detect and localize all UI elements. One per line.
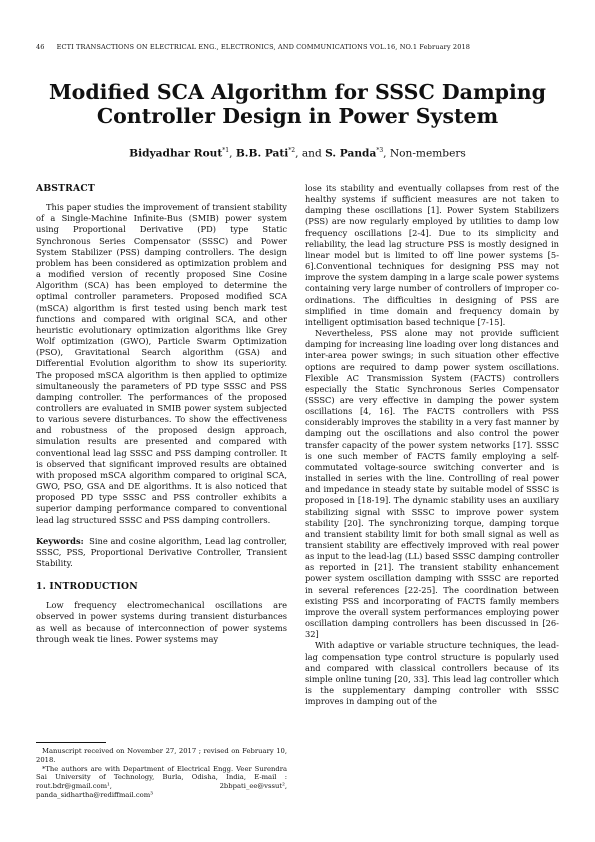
abstract-heading: ABSTRACT: [36, 183, 95, 194]
author-conjunction: , and: [295, 147, 326, 160]
page-number: 46: [36, 43, 45, 51]
footnote-received: Manuscript received on November 27, 2017 ; revised on February 10, 2018.: [36, 747, 287, 764]
intro-paragraph-1-continued: lose its stability and eventually collapses from rest of the healthy systems if sufficient measures are not taken to damping these oscillations [1]. Power System Stabilizers (PSS) are now regularly employed by utilities to damp low frequency oscillations [2-4]. Due to its simplicity and reliability, the lead lag structure PSS is mostly designed in linear model but is limited to off line power systems [5-6].Conventional techniques for designing PSS may not improve the system damping in a large scale power systems containing very large number of controllers of improper co-ordinations. The difficulties in designing of PSS are simplified in time domain and frequency domain by intelligent optimisation based technique [7-15].: [305, 183, 559, 327]
author-3: S. Panda: [325, 147, 377, 160]
journal-name: ECTI TRANSACTIONS ON ELECTRICAL ENG., ELECTRONICS, AND COMMUNICATIONS VOL.16, NO.1 February 2018: [56, 43, 471, 51]
keywords-text: Sine and cosine algorithm, Lead lag controller, SSSC, PSS, Proportional Derivative Controller, Transient Stability.: [36, 535, 287, 568]
author-2: B.B. Pati: [235, 147, 289, 160]
footnote-rule: [36, 742, 106, 743]
keywords: [36, 536, 287, 569]
author-list: Bidyadhar Rout$^{*1}$, B.B. Pati$^{*2}$, and S. Panda$^{*3}$, Non-members: [129, 147, 466, 160]
author-3-mark: *3: [376, 147, 384, 154]
keywords-label: Keywords:: [36, 535, 84, 546]
running-header: [36, 43, 562, 51]
author-membership: , Non-members: [383, 147, 466, 160]
author-2-mark: *2: [288, 147, 296, 154]
right-column: [305, 183, 559, 707]
abstract-text: This paper studies the improvement of transient stability of a Single-Machine Infinite-Bus (SMIB) power system using Proportional Derivative (PD) type Static Synchronous Series Compensator (SSSC) and Power System Stabilizer (PSS) damping controllers. The design problem has been considered as optimization problem and a modified version of recently proposed Sine Cosine Algorithm (SCA) has been employed to determine the optimal controller parameters. Proposed modified SCA (mSCA) algorithm is first tested using bench mark test functions and compared with original SCA, and other heuristic evolutionary optimization algorithms like Grey Wolf optimization (GWO), Particle Swarm Optimization (PSO), Gravitational Search algorithm (GSA) and Differential Evolution algorithm to show its superiority. The proposed mSCA algorithm is then applied to optimize simultaneously the parameters of PD type SSSC and PSS damping controller. The performances of the proposed controllers are evaluated in SMIB power system subjected to various severe disturbances. To show the effectiveness and robustness of the proposed design approach, simulation results are presented and compared with conventional lead lag SSSC and PSS damping controller. It is observed that significant improved results are obtained with proposed mSCA algorithm compared to original SCA, GWO, PSO, GSA and DE algorithms. It is also noticed that proposed PD type SSSC and PSS controller exhibits a superior damping performance compared to conventional lead lag structured SSSC and PSS damping controllers.: [36, 202, 287, 525]
title-line-1: Modified SCA Algorithm for SSSC Damping: [48, 80, 547, 104]
title-line-2: Controller Design in Power System: [96, 104, 499, 128]
paper-title: [0, 80, 595, 128]
footnote: [36, 742, 287, 800]
introduction-heading: 1. INTRODUCTION: [36, 581, 138, 593]
author-1: Bidyadhar Rout: [129, 147, 223, 160]
left-column: [36, 183, 287, 645]
intro-paragraph-3: With adaptive or variable structure techniques, the lead-lag compensation type control structure is popularly used and compared with classical controllers because of its simple online tuning [20, 33]. This lead lag controller which is the supplementary damping controller with SSSC improves in damping out of the: [305, 640, 559, 707]
intro-paragraph-2: Nevertheless, PSS alone may not provide sufficient damping for increasing line loading over long distances and inter-area power swings; in such situation other effective options are required to damp power system oscillations. Flexible AC Transmission System (FACTS) controllers especially the Static Synchronous Series Compensator (SSSC) are very effective in damping the power system oscillations [4, 16]. The FACTS controllers with PSS considerably improves the stability in a very fast manner by damping out the oscillations and also control the power transfer capacity of the power system networks [17]. SSSC is one such member of FACTS family employing a self-commutated voltage-source switching converter and is installed in series with the line. Controlling of real power and impedance in steady state by suitable model of SSSC is proposed in [18-19]. The dynamic stability uses an auxiliary stabilizing signal with SSSC to improve power system stability [20]. The synchronizing torque, damping torque and transient stability limit for both small signal as well as transient stability are effectively improved with real power as input to the lead-lag (LL) based SSSC damping controller as reported in [21]. The transient stability enhancement power system oscillation damping with SSSC are reported in several references [22-25]. The coordination between existing PSS and incorporating of FACTS family members improve the overall system performances employing power oscillation damping controllers has been discussed in [26-32]: [305, 328, 559, 640]
author-1-mark: *1: [222, 147, 230, 154]
footnote-affiliation: *The authors are with Department of Electrical Engg. Veer Surendra Sai University of Technology, Burla, Odisha, India, E-mail : rout.bdr@gmail.com¹, 2bbpati_ee@vssut², panda_sidhartha@rediffmail.com³: [36, 764, 287, 799]
intro-paragraph-1-start: Low frequency electromechanical oscillations are observed in power systems during transient disturbances as well as because of interconnection of power systems through weak tie lines. Power systems may: [36, 600, 287, 644]
